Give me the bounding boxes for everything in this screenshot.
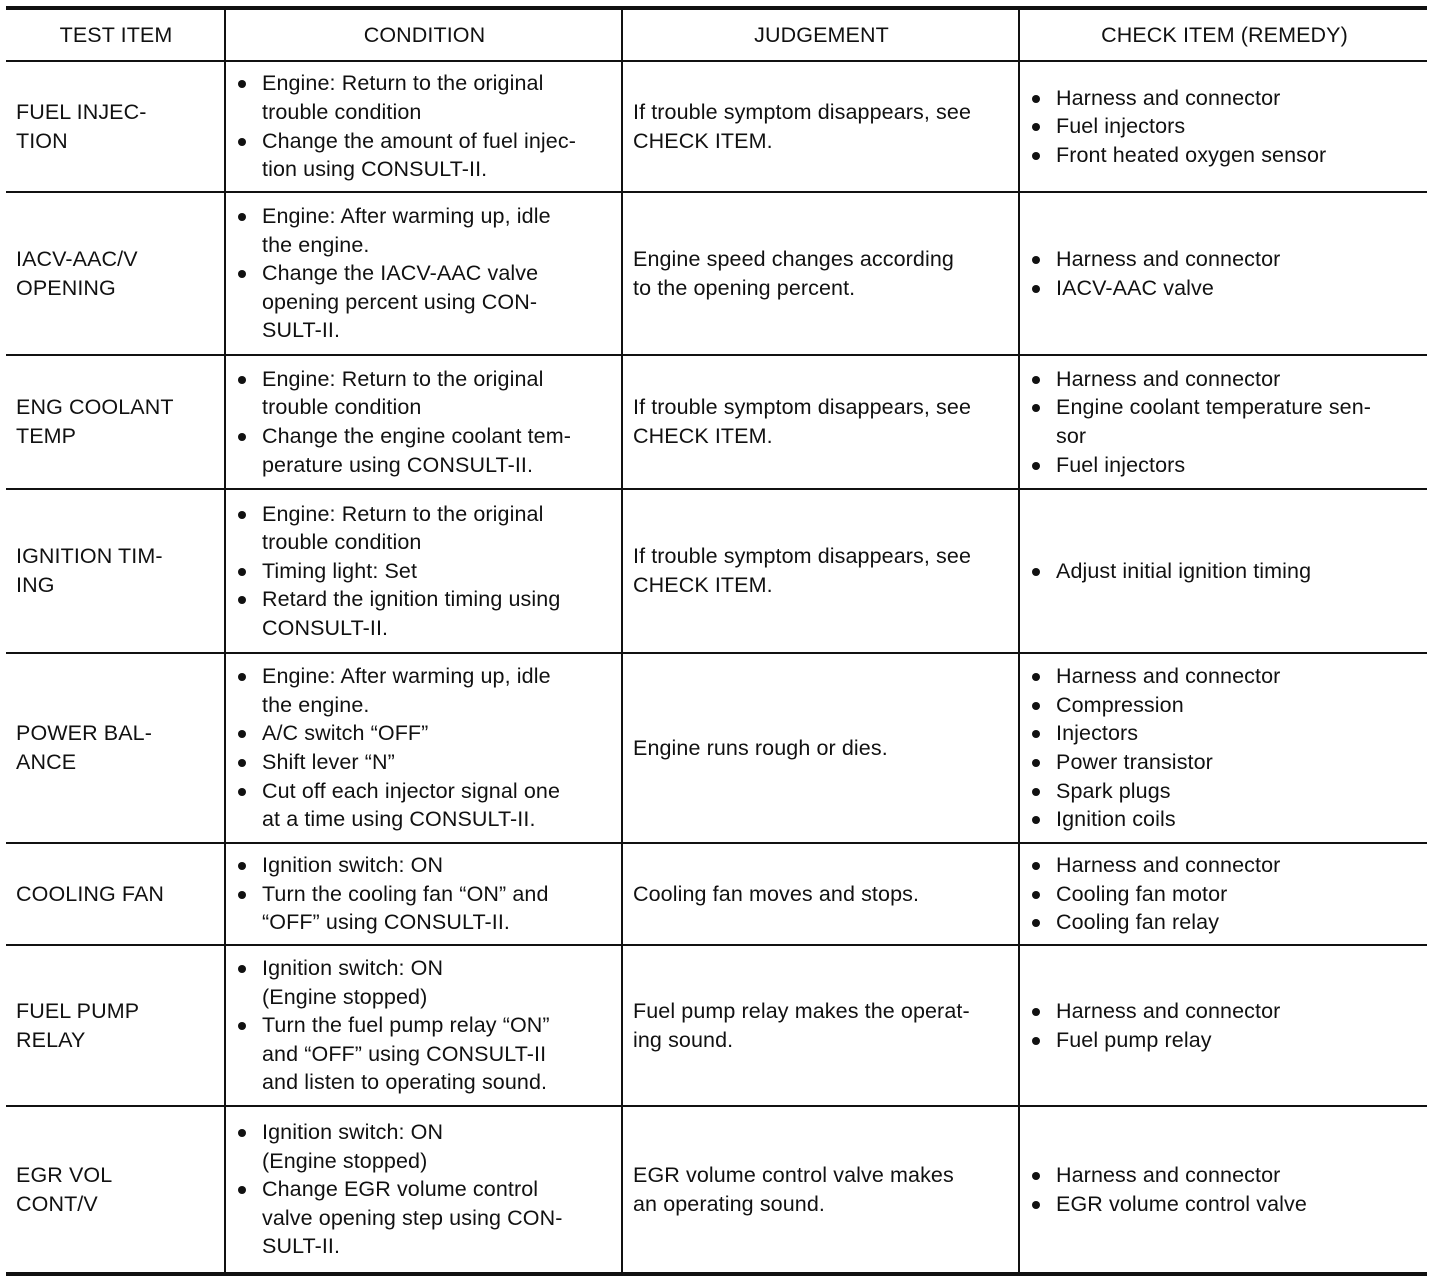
list-item-text: Adjust initial ignition timing [1056, 558, 1312, 583]
list-item-text: Harness and connector [1056, 998, 1281, 1023]
list-item [1030, 451, 1419, 480]
list-item-text: Power transistor [1056, 750, 1213, 774]
condition-list [236, 954, 613, 1097]
list-item [1030, 748, 1419, 777]
list-item-text: Fuel injectors [1056, 114, 1186, 139]
list-item [1030, 880, 1419, 909]
bullet-icon [238, 138, 246, 146]
table-row [6, 653, 1427, 843]
list-item-text: IACV-AAC valve [1056, 275, 1214, 300]
bullet-icon [1032, 285, 1040, 293]
bullet-icon [1032, 462, 1040, 470]
list-item [236, 127, 613, 184]
list-item [1030, 141, 1419, 170]
check-item-cell [1019, 843, 1427, 945]
bullet-icon [238, 788, 246, 796]
check-item-list [1030, 662, 1419, 834]
list-item-text: Retard the ignition timing using CONSULT-II. [262, 587, 561, 640]
check-item-list [1030, 851, 1419, 937]
condition-list [236, 1118, 613, 1261]
list-item-text: Fuel injectors [1056, 452, 1186, 477]
bullet-icon [238, 511, 246, 519]
list-item-text: Ignition switch: ON [262, 853, 444, 878]
bullet-icon [238, 730, 246, 738]
check-item-list [1030, 1161, 1419, 1218]
test-item-text: IGNITION TIM- ING [16, 544, 163, 597]
bullet-icon [1032, 256, 1040, 264]
bullet-icon [238, 80, 246, 88]
header-condition: CONDITION [225, 8, 622, 61]
list-item-text: Cut off each injector signal one at a time using CONSULT-II. [262, 778, 561, 832]
condition-cell [225, 653, 622, 843]
bullet-icon [238, 891, 246, 899]
list-item-text: Ignition coils [1056, 807, 1176, 832]
condition-list [236, 500, 613, 643]
list-item [236, 365, 613, 422]
judgement-text: Engine runs rough or dies. [633, 735, 888, 760]
judgement-text: Fuel pump relay makes the operat- ing sound. [633, 998, 970, 1052]
bullet-icon [238, 1186, 246, 1194]
judgement-text: If trouble symptom disappears, see CHECK ITEM. [633, 395, 972, 448]
list-item-text: Cooling fan motor [1056, 881, 1228, 906]
bullet-icon [1032, 376, 1040, 384]
judgement-cell [622, 653, 1019, 843]
test-item-text: FUEL PUMP RELAY [16, 998, 140, 1052]
condition-list [236, 851, 613, 937]
list-item [236, 719, 613, 748]
list-item-text: Front heated oxygen sensor [1056, 142, 1327, 167]
test-item-text: EGR VOL CONT/V [16, 1162, 113, 1216]
bullet-icon [238, 1129, 246, 1137]
list-item [1030, 777, 1419, 806]
judgement-cell [622, 61, 1019, 192]
test-item-cell [6, 1106, 225, 1274]
judgement-text: If trouble symptom disappears, see CHECK ITEM. [633, 99, 972, 153]
check-item-list [1030, 84, 1419, 170]
table-row [6, 192, 1427, 355]
list-item-text: Compression [1056, 692, 1184, 717]
bullet-icon [1032, 891, 1040, 899]
bullet-icon [1032, 152, 1040, 160]
bullet-icon [238, 1022, 246, 1030]
bullet-icon [1032, 1201, 1040, 1209]
list-item-text: Ignition switch: ON (Engine stopped) [262, 956, 444, 1009]
list-item-text: Engine: Return to the original trouble condition [262, 501, 544, 555]
bullet-icon [1032, 862, 1040, 870]
list-item [1030, 719, 1419, 748]
list-item-text: EGR volume control valve [1056, 1191, 1307, 1216]
bullet-icon [1032, 404, 1040, 412]
bullet-icon [238, 673, 246, 681]
test-item-cell [6, 61, 225, 192]
test-item-text: POWER BAL- ANCE [16, 721, 152, 774]
header-judgement: JUDGEMENT [622, 8, 1019, 61]
bullet-icon [1032, 730, 1040, 738]
test-item-text: COOLING FAN [16, 881, 165, 906]
condition-cell [225, 489, 622, 653]
list-item [236, 69, 613, 126]
judgement-cell [622, 489, 1019, 653]
active-test-table [6, 6, 1427, 1276]
judgement-cell [622, 355, 1019, 489]
condition-cell [225, 192, 622, 355]
check-item-list [1030, 997, 1419, 1054]
list-item [236, 662, 613, 719]
list-item [1030, 1190, 1419, 1219]
condition-list [236, 365, 613, 479]
condition-cell [225, 843, 622, 945]
bullet-icon [1032, 702, 1040, 710]
list-item [236, 880, 613, 937]
bullet-icon [238, 433, 246, 441]
list-item-text: Turn the fuel pump relay “ON” and “OFF” using CONSULT-II and listen to operating sound. [262, 1013, 550, 1095]
condition-cell [225, 945, 622, 1106]
test-item-cell [6, 192, 225, 355]
check-item-cell [1019, 945, 1427, 1106]
list-item-text: Timing light: Set [262, 558, 418, 583]
list-item [236, 1011, 613, 1097]
list-item-text: Change the IACV-AAC valve opening percent using CON- SULT-II. [262, 261, 539, 343]
list-item [236, 748, 613, 777]
list-item [1030, 245, 1419, 274]
list-item-text: Change EGR volume control valve opening step using CON- SULT-II. [262, 1177, 563, 1259]
list-item [1030, 112, 1419, 141]
check-item-cell [1019, 1106, 1427, 1274]
header-row [6, 8, 1427, 61]
list-item-text: Engine: Return to the original trouble condition [262, 71, 544, 124]
bullet-icon [238, 596, 246, 604]
bullet-icon [238, 376, 246, 384]
list-item-text: Cooling fan relay [1056, 910, 1220, 935]
bullet-icon [1032, 1008, 1040, 1016]
list-item-text: Spark plugs [1056, 778, 1171, 803]
list-item-text: Harness and connector [1056, 366, 1281, 391]
bullet-icon [238, 270, 246, 278]
list-item-text: Engine coolant temperature sen- sor [1056, 395, 1372, 448]
bullet-icon [1032, 759, 1040, 767]
condition-cell [225, 1106, 622, 1274]
list-item [1030, 805, 1419, 834]
bullet-icon [238, 965, 246, 973]
bullet-icon [1032, 1037, 1040, 1045]
table-row [6, 489, 1427, 653]
list-item [236, 1175, 613, 1261]
check-item-list [1030, 365, 1419, 479]
list-item-text: Harness and connector [1056, 85, 1281, 110]
bullet-icon [1032, 919, 1040, 927]
list-item [1030, 691, 1419, 720]
bullet-icon [1032, 816, 1040, 824]
table-row [6, 843, 1427, 945]
test-item-text: ENG COOLANT TEMP [16, 395, 174, 448]
list-item-text: Harness and connector [1056, 853, 1281, 878]
bullet-icon [1032, 123, 1040, 131]
list-item [236, 422, 613, 479]
list-item [236, 954, 613, 1011]
list-item [236, 557, 613, 586]
check-item-cell [1019, 355, 1427, 489]
list-item [1030, 1161, 1419, 1190]
list-item-text: Injectors [1056, 721, 1139, 746]
list-item-text: Ignition switch: ON (Engine stopped) [262, 1120, 444, 1173]
list-item [1030, 393, 1419, 450]
condition-cell [225, 355, 622, 489]
list-item-text: Fuel pump relay [1056, 1027, 1212, 1052]
test-item-cell [6, 843, 225, 945]
check-item-cell [1019, 61, 1427, 192]
test-item-cell [6, 945, 225, 1106]
test-item-cell [6, 355, 225, 489]
list-item [1030, 662, 1419, 691]
list-item-text: Engine: Return to the original trouble condition [262, 366, 544, 420]
bullet-icon [1032, 788, 1040, 796]
list-item-text: Harness and connector [1056, 664, 1281, 689]
condition-list [236, 202, 613, 345]
bullet-icon [1032, 568, 1040, 576]
table-row [6, 945, 1427, 1106]
test-item-cell [6, 489, 225, 653]
list-item-text: Harness and connector [1056, 246, 1281, 271]
list-item [236, 1118, 613, 1175]
table-row [6, 61, 1427, 192]
judgement-text: Engine speed changes according to the opening percent. [633, 246, 954, 300]
test-item-text: IACV-AAC/V OPENING [16, 246, 138, 300]
check-item-list [1030, 245, 1419, 302]
judgement-cell [622, 1106, 1019, 1274]
list-item [1030, 274, 1419, 303]
table-body [6, 61, 1427, 1274]
bullet-icon [238, 759, 246, 767]
check-item-cell [1019, 192, 1427, 355]
list-item [236, 585, 613, 642]
judgement-cell [622, 945, 1019, 1106]
condition-list [236, 69, 613, 183]
list-item [1030, 908, 1419, 937]
list-item [236, 777, 613, 834]
bullet-icon [238, 568, 246, 576]
bullet-icon [238, 213, 246, 221]
list-item [1030, 84, 1419, 113]
list-item-text: Turn the cooling fan “ON” and “OFF” using CONSULT-II. [262, 881, 549, 935]
condition-list [236, 662, 613, 834]
judgement-text: Cooling fan moves and stops. [633, 881, 920, 906]
header-check-item: CHECK ITEM (REMEDY) [1019, 8, 1427, 61]
judgement-text: If trouble symptom disappears, see CHECK ITEM. [633, 544, 972, 597]
judgement-cell [622, 192, 1019, 355]
list-item-text: Shift lever “N” [262, 750, 395, 774]
list-item [236, 500, 613, 557]
list-item-text: Harness and connector [1056, 1162, 1281, 1187]
list-item-text: Change the engine coolant tem- perature using CONSULT-II. [262, 424, 571, 477]
judgement-text: EGR volume control valve makes an operating sound. [633, 1162, 954, 1216]
bullet-icon [1032, 1172, 1040, 1180]
check-item-cell [1019, 653, 1427, 843]
header-test-item: TEST ITEM [6, 8, 225, 61]
list-item-text: A/C switch “OFF” [262, 721, 429, 746]
list-item-text: Engine: After warming up, idle the engine. [262, 204, 551, 257]
bullet-icon [1032, 673, 1040, 681]
judgement-cell [622, 843, 1019, 945]
test-item-text: FUEL INJEC- TION [16, 99, 147, 153]
list-item [236, 202, 613, 259]
list-item [236, 851, 613, 880]
list-item-text: Engine: After warming up, idle the engine. [262, 664, 551, 717]
bullet-icon [1032, 95, 1040, 103]
table-row [6, 355, 1427, 489]
condition-cell [225, 61, 622, 192]
table-row [6, 1106, 1427, 1274]
list-item [1030, 1026, 1419, 1055]
list-item [1030, 997, 1419, 1026]
check-item-list [1030, 557, 1419, 586]
list-item [1030, 851, 1419, 880]
check-item-cell [1019, 489, 1427, 653]
list-item [236, 259, 613, 345]
list-item-text: Change the amount of fuel injec- tion using CONSULT-II. [262, 128, 576, 182]
test-item-cell [6, 653, 225, 843]
list-item [1030, 365, 1419, 394]
bullet-icon [238, 862, 246, 870]
list-item [1030, 557, 1419, 586]
